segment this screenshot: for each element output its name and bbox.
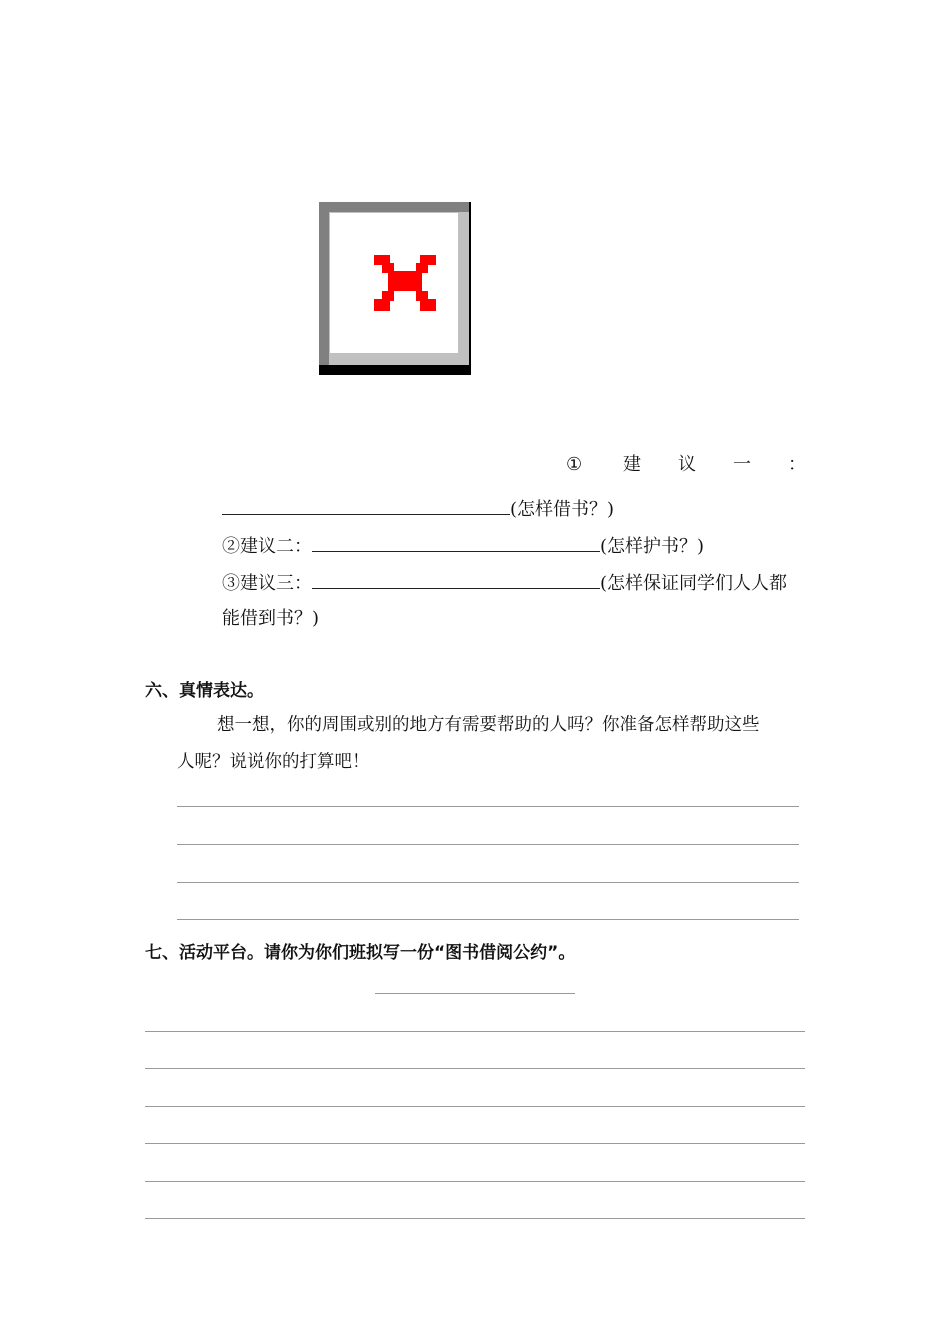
writing-line[interactable] xyxy=(145,1031,805,1032)
suggestion-2-hint: (怎样护书？) xyxy=(600,536,705,557)
section-6-prompt-line1: 想一想，你的周围或别的地方有需要帮助的人吗？你准备怎样帮助这些 xyxy=(217,715,760,735)
writing-line[interactable] xyxy=(145,1181,805,1182)
suggestion-1-char: 一 xyxy=(733,454,751,475)
writing-line[interactable] xyxy=(177,919,799,920)
suggestion-3-label: ③建议三： xyxy=(222,573,312,594)
section-6-prompt-line2: 人呢？说说你的打算吧！ xyxy=(177,752,370,772)
suggestion-3-line xyxy=(222,570,787,596)
title-line[interactable] xyxy=(375,993,575,994)
writing-line[interactable] xyxy=(145,1143,805,1144)
suggestion-1-line xyxy=(222,496,614,522)
suggestion-3-hint-cont: 能借到书？) xyxy=(222,608,320,629)
suggestion-3-hint: (怎样保证同学们人人都 xyxy=(600,573,788,594)
writing-line[interactable] xyxy=(145,1068,805,1069)
writing-line[interactable] xyxy=(177,844,799,845)
writing-line[interactable] xyxy=(177,882,799,883)
answer-blank[interactable] xyxy=(222,496,510,515)
broken-image-icon xyxy=(372,255,438,311)
section-6-title: 六、真情表达。 xyxy=(145,681,264,701)
writing-line[interactable] xyxy=(177,806,799,807)
suggestion-1-marker: ① xyxy=(566,454,583,475)
suggestion-2-line xyxy=(222,533,704,559)
suggestion-1-char: 议 xyxy=(678,454,696,475)
writing-line[interactable] xyxy=(145,1218,805,1219)
broken-image-placeholder xyxy=(319,202,471,375)
section-7-title: 七、活动平台。请你为你们班拟写一份“图书借阅公约”。 xyxy=(145,943,576,963)
suggestion-1-char: ： xyxy=(788,454,806,475)
writing-line[interactable] xyxy=(145,1106,805,1107)
suggestion-1-hint: (怎样借书？) xyxy=(510,499,615,520)
answer-blank[interactable] xyxy=(312,533,600,552)
suggestion-1-char: 建 xyxy=(623,454,641,475)
suggestion-2-label: ②建议二： xyxy=(222,536,312,557)
answer-blank[interactable] xyxy=(312,570,600,589)
